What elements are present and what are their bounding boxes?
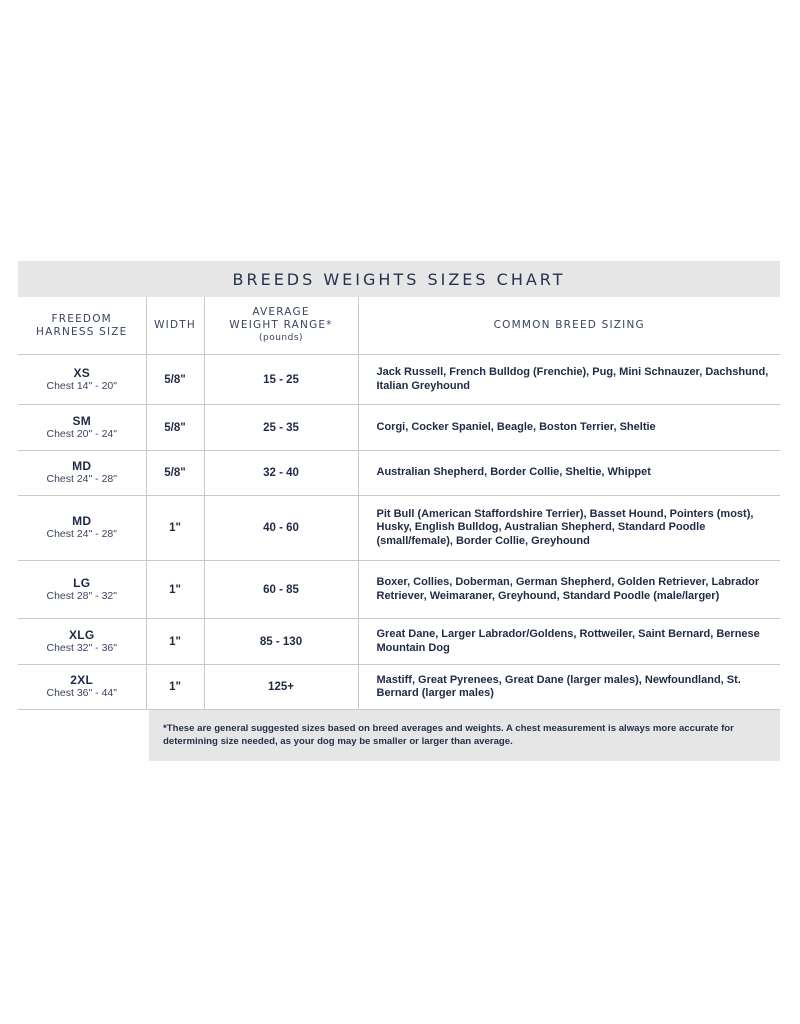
size-cell: XLG Chest 32" - 36"	[18, 619, 146, 665]
weight-cell: 125+	[204, 665, 358, 710]
width-cell: 1"	[146, 496, 204, 561]
header-row	[18, 297, 780, 355]
weight-cell: 85 - 130	[204, 619, 358, 665]
width-cell: 5/8"	[146, 451, 204, 496]
breeds-cell: Jack Russell, French Bulldog (Frenchie), Pug, Mini Schnauzer, Dachshund, Italian Greyhound	[358, 355, 780, 405]
chart-title: BREEDS WEIGHTS SIZES CHART	[18, 261, 780, 297]
width-cell: 1"	[146, 561, 204, 619]
weight-cell: 32 - 40	[204, 451, 358, 496]
breeds-cell: Corgi, Cocker Spaniel, Beagle, Boston Terrier, Sheltie	[358, 405, 780, 451]
width-cell: 5/8"	[146, 355, 204, 405]
size-cell: XS Chest 14" - 20"	[18, 355, 146, 405]
width-cell: 1"	[146, 619, 204, 665]
size-cell: MD Chest 24" - 28"	[18, 496, 146, 561]
breeds-cell: Boxer, Collies, Doberman, German Shepherd, Golden Retriever, Labrador Retriever, Weimaraner, Greyhound, Standard Poodle (male/larger)	[358, 561, 780, 619]
table-row	[18, 355, 780, 405]
weight-cell: 15 - 25	[204, 355, 358, 405]
table-row	[18, 496, 780, 561]
size-cell: SM Chest 20" - 24"	[18, 405, 146, 451]
width-cell: 1"	[146, 665, 204, 710]
table-row	[18, 619, 780, 665]
header-width: WIDTH	[146, 297, 204, 355]
weight-cell: 25 - 35	[204, 405, 358, 451]
header-weight-range: AVERAGE WEIGHT RANGE* (pounds)	[204, 297, 358, 355]
size-chart	[18, 261, 780, 761]
width-cell: 5/8"	[146, 405, 204, 451]
table-row	[18, 451, 780, 496]
table-row	[18, 665, 780, 710]
header-harness-size: FREEDOM HARNESS SIZE	[18, 297, 146, 355]
table-row	[18, 561, 780, 619]
size-cell: 2XL Chest 36" - 44"	[18, 665, 146, 710]
breeds-cell: Great Dane, Larger Labrador/Goldens, Rottweiler, Saint Bernard, Bernese Mountain Dog	[358, 619, 780, 665]
table-row	[18, 405, 780, 451]
breeds-cell: Mastiff, Great Pyrenees, Great Dane (larger males), Newfoundland, St. Bernard (larger males)	[358, 665, 780, 710]
breeds-cell: Australian Shepherd, Border Collie, Sheltie, Whippet	[358, 451, 780, 496]
size-cell: LG Chest 28" - 32"	[18, 561, 146, 619]
weight-cell: 60 - 85	[204, 561, 358, 619]
weight-cell: 40 - 60	[204, 496, 358, 561]
breeds-cell: Pit Bull (American Staffordshire Terrier), Basset Hound, Pointers (most), Husky, English Bulldog, Australian Shepherd, Standard Poodle (small/female), Border Collie, Greyhound	[358, 496, 780, 561]
header-breed-sizing: COMMON BREED SIZING	[358, 297, 780, 355]
size-table	[18, 297, 780, 710]
footnote: *These are general suggested sizes based on breed averages and weights. A chest measurement is always more accurate for determining size needed, as your dog may be smaller or larger than average.	[149, 710, 780, 761]
size-cell: MD Chest 24" - 28"	[18, 451, 146, 496]
